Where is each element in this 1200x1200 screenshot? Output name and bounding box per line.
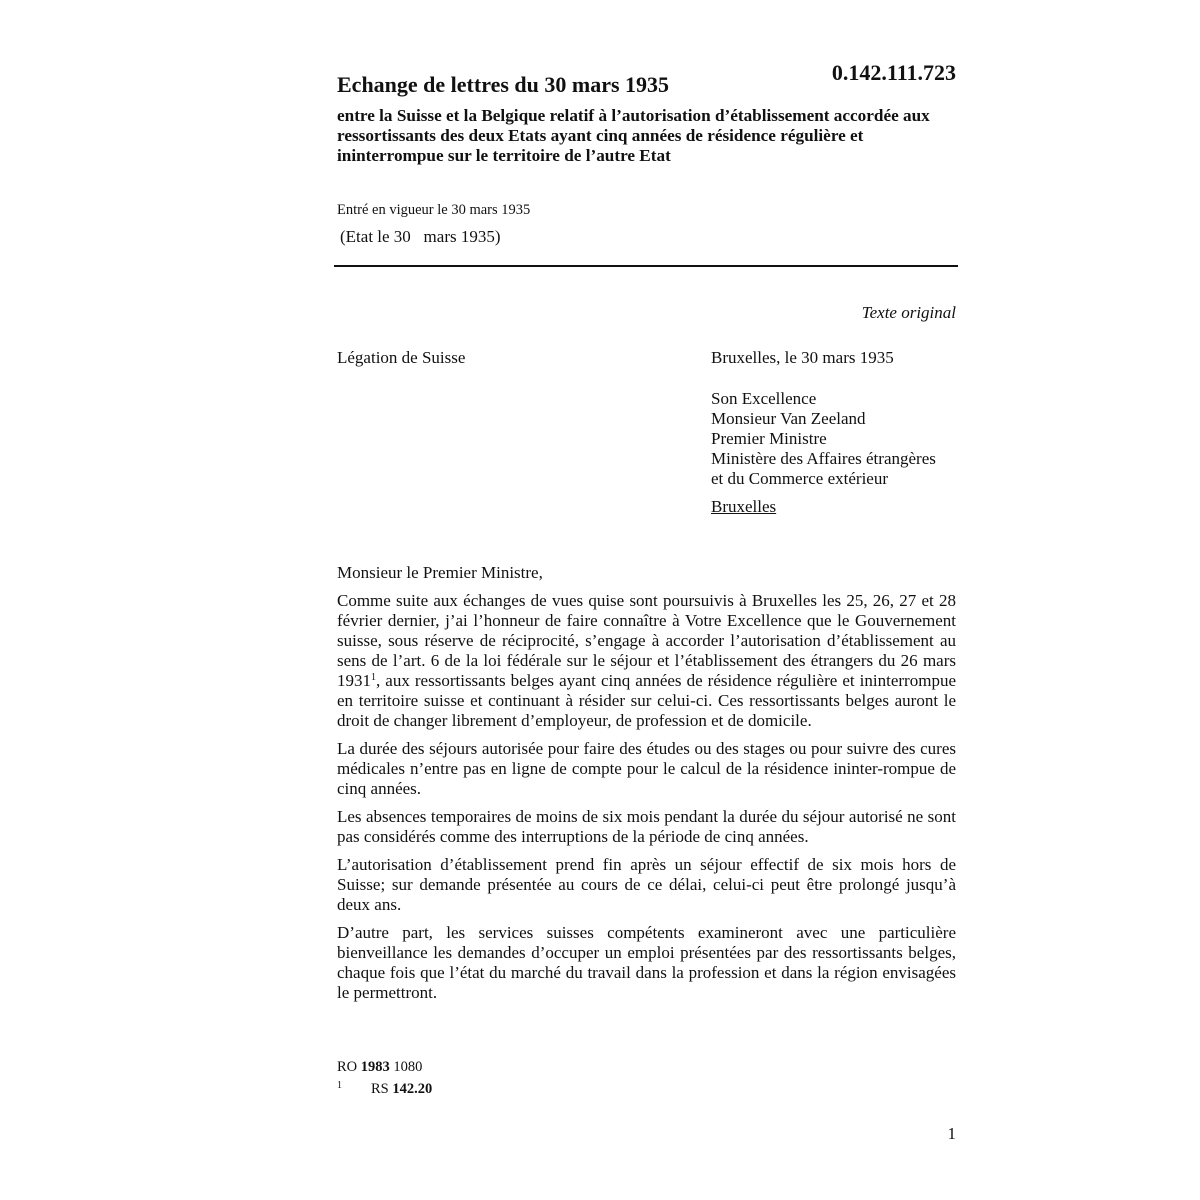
document-title: Echange de lettres du 30 mars 1935 — [337, 72, 670, 97]
body-paragraph: La durée des séjours autorisée pour faire des études ou des stages ou pour suivre des cures médicales n’entre pas en ligne de compte pour le calcul de la résidence ininter-rompue de cinq années. — [337, 739, 956, 798]
entry-into-force: Entré en vigueur le 30 mars 1935 — [337, 202, 531, 218]
state-date: (Etat le 30 mars 1935) — [340, 227, 501, 246]
recipient-line: et du Commerce extérieur — [711, 469, 889, 488]
paragraph-text: Comme suite aux échanges de vues quise sont poursuivis à Bruxelles les 25, 26, 27 et 28 février dernier, j’ai l’honneur de faire connaître à Votre Excellence que le Gouvernement suisse, sous réserve de réciprocité, s’engage à accorder l’autorisation d’établissement au sens de l’art. 6 de la loi fédérale sur le séjour et l’établissement des étrangers du 26 mars 1931 — [337, 591, 956, 690]
body-paragraph — [337, 591, 956, 731]
recipient-line: Ministère des Affaires étrangères — [711, 449, 936, 468]
footnote-mark: 1 — [337, 1080, 342, 1091]
ro-year: 1983 — [360, 1059, 390, 1075]
footnote-ref: 142.20 — [392, 1081, 433, 1097]
paragraph-text: , aux ressortissants belges ayant cinq années de résidence régulière et ininterrompue en territoire suisse et continuant à résider sur celui-ci. Ces ressortissants belges auront le droit de changer librement d’employeur, de profession et de domicile. — [337, 671, 956, 730]
document-subtitle: entre la Suisse et la Belgique relatif à l’autorisation d’établissement accordée aux ressortissants des deux Etats ayant cinq années de résidence régulière et ininterrompue sur le territoire de l’autre Etat — [337, 106, 930, 165]
recipient-address — [711, 389, 936, 489]
body-paragraph: L’autorisation d’établissement prend fin après un séjour effectif de six mois hors de Suisse; sur demande présentée au cours de ce délai, celui-ci peut être prolongé jusqu’à deux ans. — [337, 855, 956, 914]
recipient-line: Son Excellence — [711, 389, 817, 408]
ro-prefix: RO — [337, 1059, 358, 1075]
recipient-line: Premier Ministre — [711, 429, 827, 448]
salutation: Monsieur le Premier Ministre, — [337, 563, 543, 582]
document-number: 0.142.111.723 — [831, 60, 956, 85]
recipient-line: Monsieur Van Zeeland — [711, 409, 866, 428]
letter-body — [337, 591, 956, 1011]
body-paragraph: Les absences temporaires de moins de six mois pendant la durée du séjour autorisé ne sont pas considérés comme des interruptions de la période de cinq années. — [337, 807, 956, 846]
footnote-prefix: RS — [371, 1081, 389, 1097]
page-number: 1 — [947, 1124, 956, 1143]
recipient-city: Bruxelles — [711, 497, 777, 516]
ro-reference — [337, 1059, 422, 1076]
header-divider — [334, 265, 958, 267]
sender: Légation de Suisse — [337, 348, 466, 367]
footnote — [337, 1080, 432, 1098]
place-date: Bruxelles, le 30 mars 1935 — [711, 348, 894, 367]
ro-page: 1080 — [393, 1059, 423, 1075]
original-text-label: Texte original — [861, 303, 956, 322]
body-paragraph: D’autre part, les services suisses compétents examineront avec une particulière bienveillance les demandes d’occuper un emploi présentées par des ressortissants belges, chaque fois que l’état du marché du travail dans la profession et dans la région envisagées le permettront. — [337, 923, 956, 1002]
footnote-reference: 1 — [371, 672, 376, 683]
